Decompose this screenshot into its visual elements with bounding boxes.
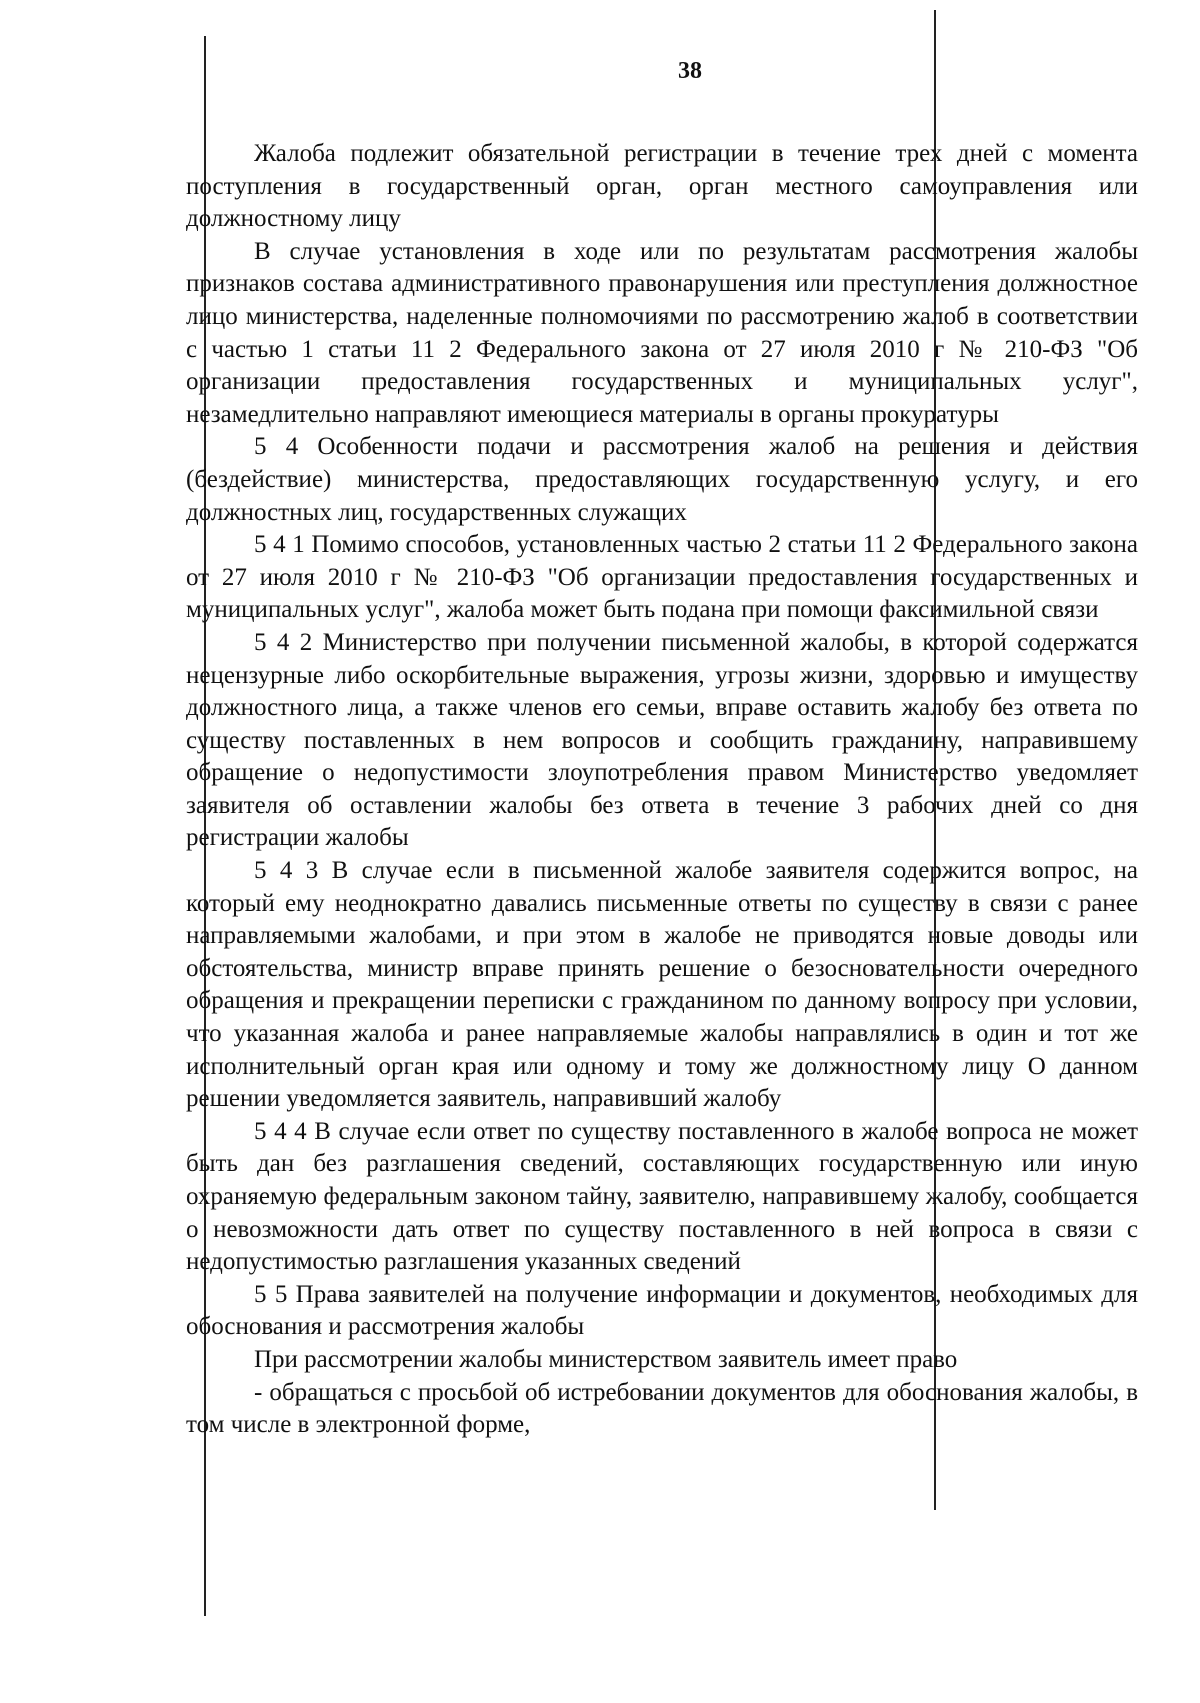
paragraph: При рассмотрении жалобы министерством заявитель имеет право — [254, 1345, 958, 1373]
paragraph: В случае установления в ходе или по результатам рассмотрения жалобы признаков состава административного правонарушения или преступления должностное лицо министерства, наделенные полномочиями по рассмотрению жалоб в соответствии с частью 1 статьи 11 2 Федерального закона от 27 июля 2010 г № 210-ФЗ "Об организации предоставления государственных и муниципальных услуг", незамедлительно направляют имеющиеся материалы в органы прокуратуры — [186, 237, 1138, 428]
paragraph-5-4-1: 5 4 1 Помимо способов, установленных частью 2 статьи 11 2 Федерального закона от 27 июля 2010 г № 210-ФЗ "Об организации предоставления государственных и муниципальных услуг", жалоба может быть подана при помощи факсимильной связи — [186, 531, 1138, 624]
section-heading-5-5: 5 5 Права заявителей на получение информации и документов, необходимых для обоснования и рассмотрения жалобы — [186, 1280, 1138, 1341]
page-number: 38 — [678, 58, 702, 84]
paragraph-5-4-3: 5 4 3 В случае если в письменной жалобе заявителя содержится вопрос, на который ему неоднократно давались письменные ответы по существу в связи с ранее направляемыми жалобами, и при этом в жалобе не приводятся новые доводы или обстоятельства, министр вправе принять решение о безосновательности очередного обращения и прекращении переписки с гражданином по данному вопросу при условии, что указанная жалоба и ранее направляемые жалобы направлялись в один и тот же исполнительный орган края или одному и тому же должностному лицу О данном решении уведомляется заявитель, направивший жалобу — [186, 857, 1138, 1113]
paragraph-5-4-2: 5 4 2 Министерство при получении письменной жалобы, в которой содержатся нецензурные либо оскорбительные выражения, угрозы жизни, здоровью и имуществу должностного лица, а также членов его семьи, вправе оставить жалобу без ответа по существу поставленных в нем вопросов и сообщить гражданину, направившему обращение о недопустимости злоупотребления правом Министерство уведомляет заявителя об оставлении жалобы без ответа в течение 3 рабочих дней со дня регистрации жалобы — [186, 628, 1138, 852]
paragraph: Жалоба подлежит обязательной регистрации в течение трех дней с момента поступления в государственный орган, орган местного самоуправления или должностному лицу — [186, 140, 1138, 233]
document-body — [186, 138, 1138, 1442]
section-heading-5-4: 5 4 Особенности подачи и рассмотрения жалоб на решения и действия (бездействие) министерства, предоставляющих государственную услугу, и его должностных лиц, государственных служащих — [186, 433, 1138, 526]
list-item: - обращаться с просьбой об истребовании документов для обоснования жалобы, в том числе в электронной форме, — [186, 1378, 1138, 1439]
paragraph-5-4-4: 5 4 4 В случае если ответ по существу поставленного в жалобе вопроса не может быть дан без разглашения сведений, составляющих государственную или иную охраняемую федеральным законом тайну, заявителю, направившему жалобу, сообщается о невозможности дать ответ по существу поставленного в ней вопроса в связи с недопустимостью разглашения указанных сведений — [186, 1117, 1138, 1276]
